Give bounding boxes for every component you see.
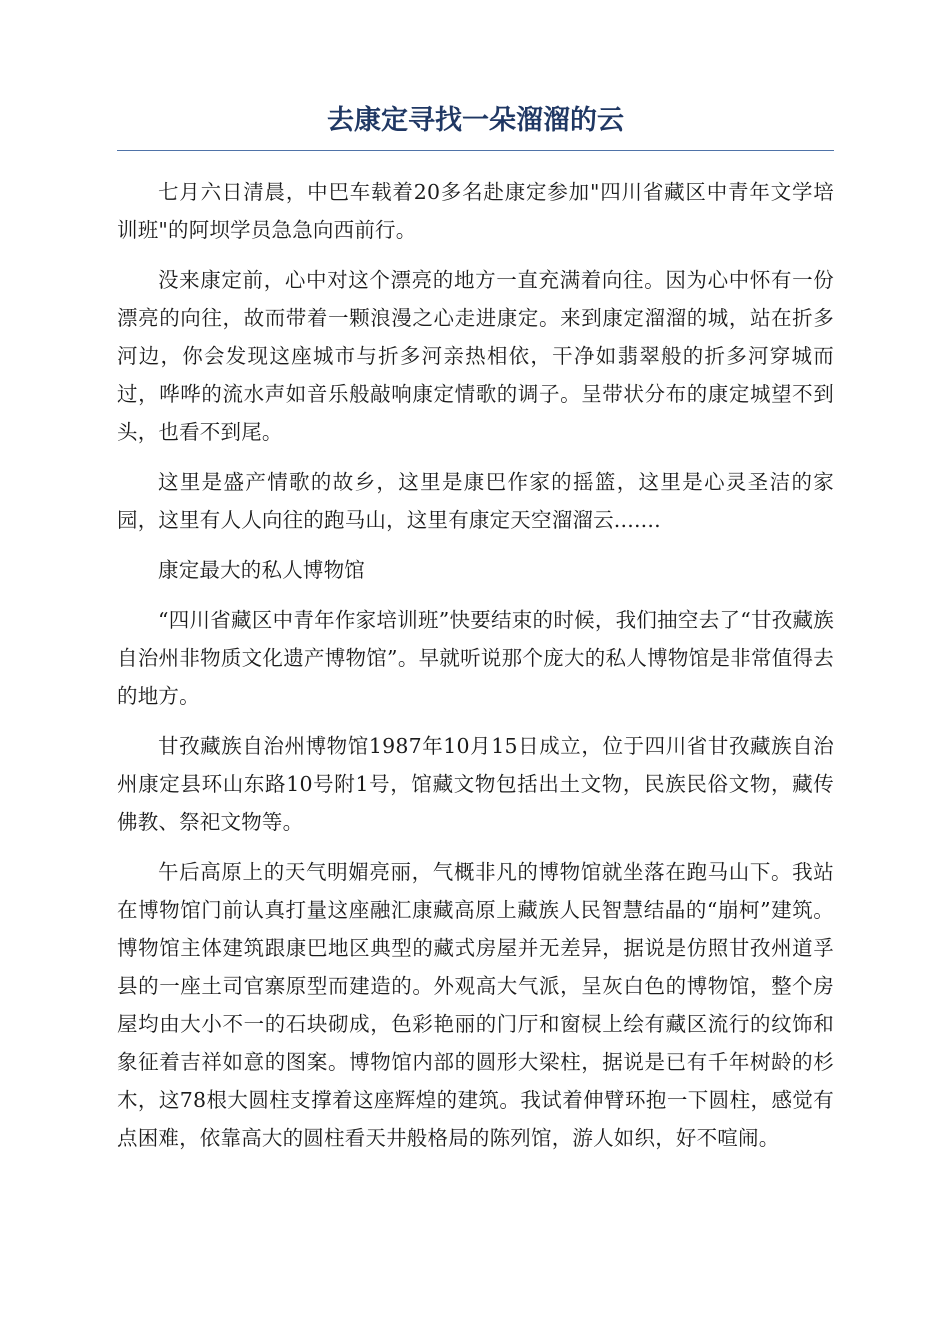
paragraph: 这里是盛产情歌的故乡，这里是康巴作家的摇篮，这里是心灵圣洁的家园，这里有人人向往的跑马山，这里有康定天空溜溜云....... (117, 470, 834, 532)
section-heading: 康定最大的私人博物馆 (158, 558, 365, 582)
document-page (117, 100, 834, 1169)
paragraph: 七月六日清晨，中巴车载着20多名赴康定参加"四川省藏区中青年文学培训班"的阿坝学员急急向西前行。 (117, 180, 834, 242)
paragraph: 午后高原上的天气明媚亮丽，气概非凡的博物馆就坐落在跑马山下。我站在博物馆门前认真打量这座融汇康藏高原上藏族人民智慧结晶的“崩柯”建筑。博物馆主体建筑跟康巴地区典型的藏式房屋并无差异，据说是仿照甘孜州道孚县的一座土司官寨原型而建造的。外观高大气派，呈灰白色的博物馆，整个房屋均由大小不一的石块砌成，色彩艳丽的门厅和窗棂上绘有藏区流行的纹饰和象征着吉祥如意的图案。博物馆内部的圆形大梁柱，据说是已有千年树龄的杉木，这78根大圆柱支撑着这座辉煌的建筑。我试着伸臂环抱一下圆柱，感觉有点困难，依靠高大的圆柱看天井般格局的陈列馆，游人如织，好不喧闹。 (117, 860, 834, 1150)
paragraph: 没来康定前，心中对这个漂亮的地方一直充满着向往。因为心中怀有一份漂亮的向往，故而带着一颗浪漫之心走进康定。来到康定溜溜的城，站在折多河边，你会发现这座城市与折多河亲热相依，干净如翡翠般的折多河穿城而过，哗哗的流水声如音乐般敲响康定情歌的调子。呈带状分布的康定城望不到头，也看不到尾。 (117, 268, 834, 444)
paragraph: “四川省藏区中青年作家培训班”快要结束的时候，我们抽空去了“甘孜藏族自治州非物质文化遗产博物馆”。早就听说那个庞大的私人博物馆是非常值得去的地方。 (117, 608, 834, 708)
document-body (117, 173, 834, 1157)
paragraph: 甘孜藏族自治州博物馆1987年10月15日成立，位于四川省甘孜藏族自治州康定县环山东路10号附1号，馆藏文物包括出土文物，民族民俗文物，藏传佛教、祭祀文物等。 (117, 734, 834, 834)
document-title: 去康定寻找一朵溜溜的云 (117, 100, 834, 151)
